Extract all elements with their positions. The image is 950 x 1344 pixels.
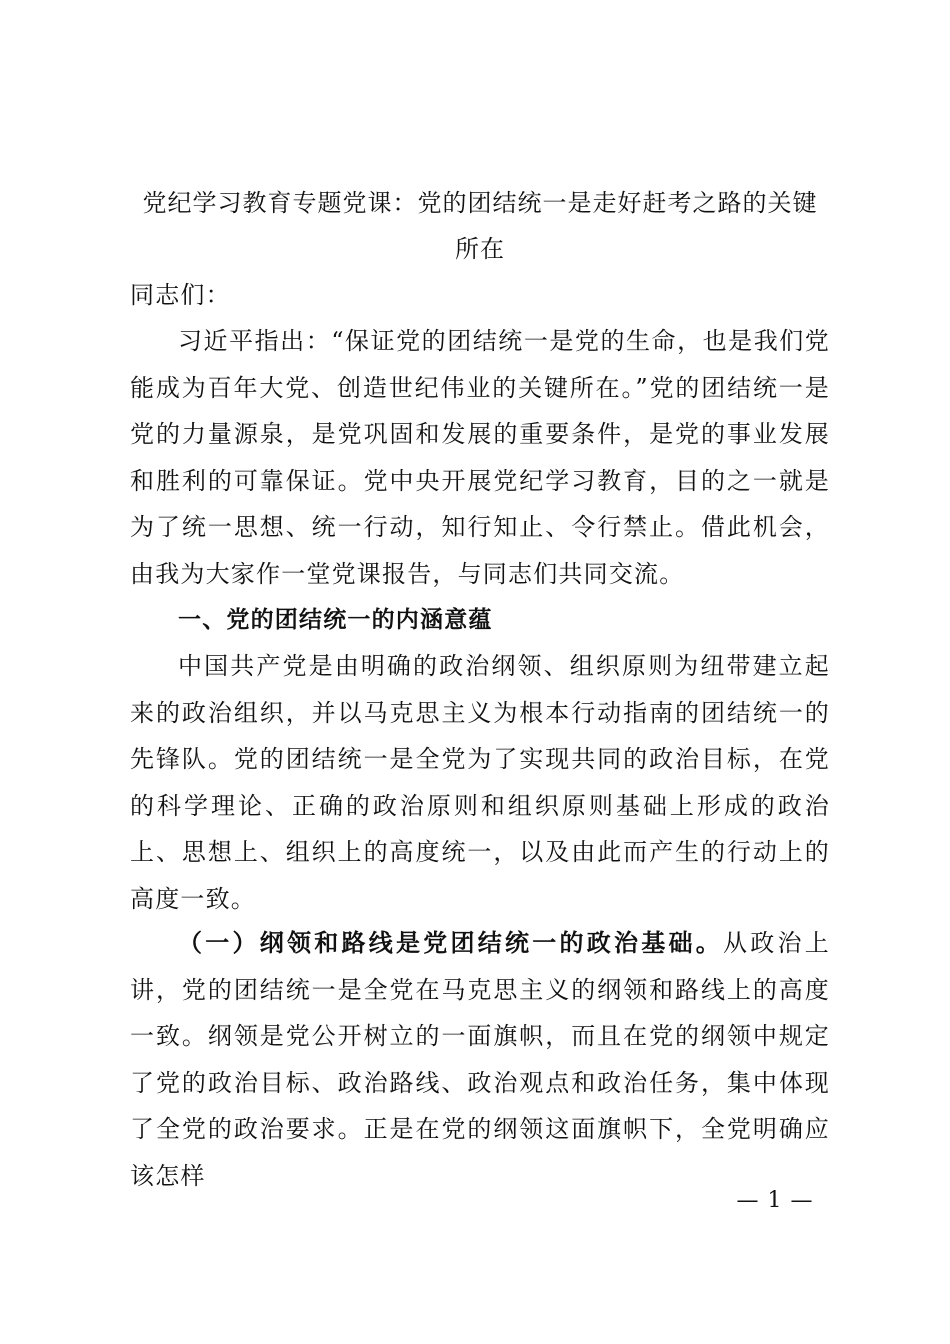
salutation: 同志们： <box>130 281 231 309</box>
section-heading-1: 一、党的团结统一的内涵意蕴 <box>178 607 493 633</box>
paragraph-2: 中国共产党是由明确的政治纲领、组织原则为纽带建立起来的政治组织，并以马克思主义为根本行动指南的团结统一的先锋队。党的团结统一是全党为了实现共同的政治目标，在党的科学理论、正确的政治原则和组织原则基础上形成的政治上、思想上、组织上的高度统一，以及由此而产生的行动上的高度一致。 <box>130 652 830 913</box>
page-number: — 1 — <box>736 1188 814 1213</box>
paragraph-3-rest: 从政治上讲，党的团结统一是全党在马克思主义的纲领和路线上的高度一致。纲领是党公开树立的一面旗帜，而且在党的纲领中规定了党的政治目标、政治路线、政治观点和政治任务，集中体现了全党的政治要求。正是在党的纲领这面旗帜下，全党明确应该怎样 <box>130 929 830 1190</box>
document-title-line2: 所在 <box>455 235 505 263</box>
document-title-line1: 党纪学习教育专题党课：党的团结统一是走好赶考之路的关键 <box>142 189 818 217</box>
paragraph-3 <box>130 920 830 1199</box>
paragraph-3-lead: （一）纲领和路线是党团结统一的政治基础。 <box>178 928 724 957</box>
paragraph-1: 习近平指出：“保证党的团结统一是党的生命，也是我们党能成为百年大党、创造世纪伟业的关键所在。”党的团结统一是党的力量源泉，是党巩固和发展的重要条件，是党的事业发展和胜利的可靠保证。党中央开展党纪学习教育，目的之一就是为了统一思想、统一行动，知行知止、令行禁止。借此机会，由我为大家作一堂党课报告，与同志们共同交流。 <box>130 327 830 588</box>
